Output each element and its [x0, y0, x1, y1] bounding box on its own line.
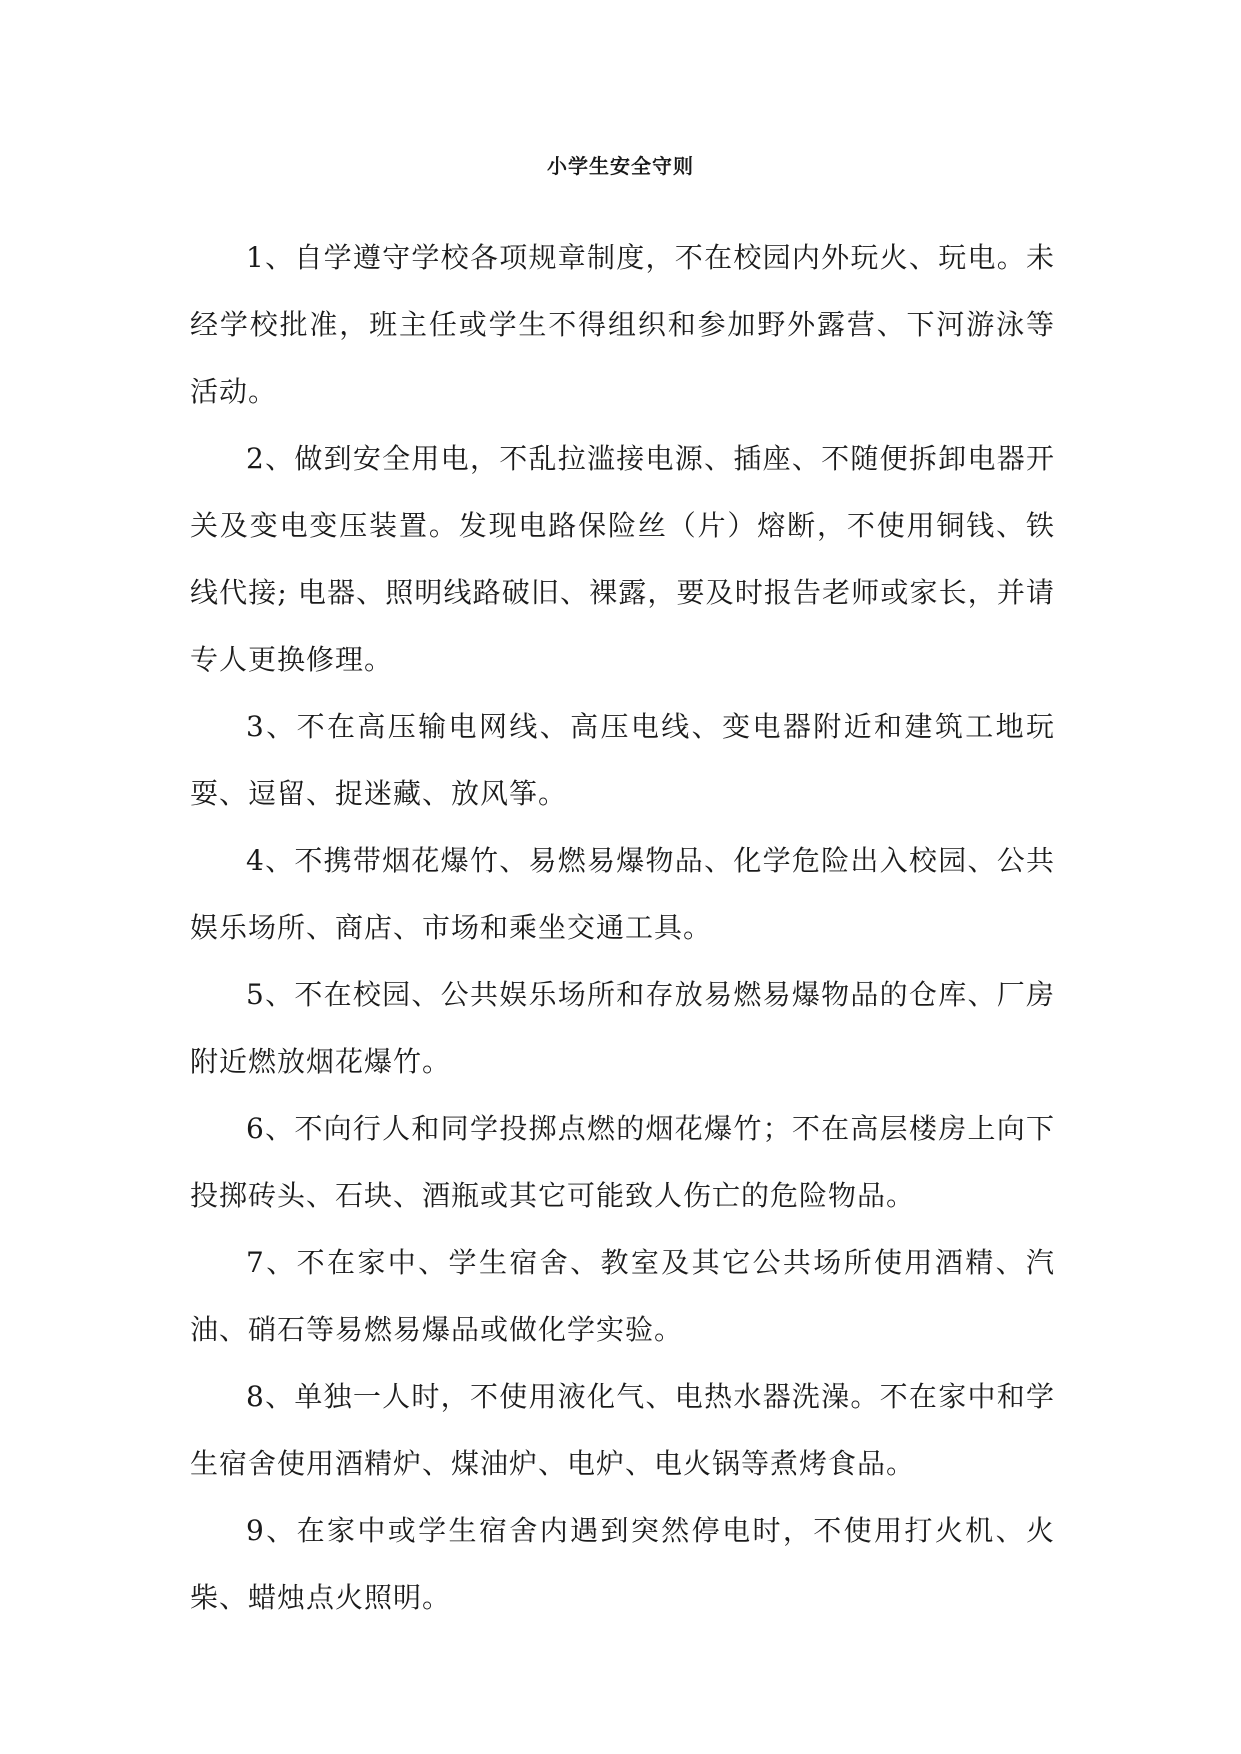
rule-paragraph: 8、单独一人时，不使用液化气、电热水器洗澡。不在家中和学生宿舍使用酒精炉、煤油炉、电炉、电火锅等煮烤食品。 [190, 1380, 1055, 1480]
rule-paragraph: 3、不在高压输电网线、高压电线、变电器附近和建筑工地玩耍、逗留、捉迷藏、放风筝。 [190, 710, 1055, 810]
rule-paragraph: 9、在家中或学生宿舍内遇到突然停电时，不使用打火机、火柴、蜡烛点火照明。 [190, 1514, 1055, 1614]
rule-paragraph: 1、自学遵守学校各项规章制度，不在校园内外玩火、玩电。未经学校批准，班主任或学生不得组织和参加野外露营、下河游泳等活动。 [190, 241, 1055, 408]
rule-paragraph: 2、做到安全用电，不乱拉滥接电源、插座、不随便拆卸电器开关及变电变压装置。发现电路保险丝（片）熔断，不使用铜钱、铁线代接; 电器、照明线路破旧、裸露，要及时报告老师或家长，并请专人更换修理。 [190, 442, 1055, 676]
rule-paragraph: 5、不在校园、公共娱乐场所和存放易燃易爆物品的仓库、厂房附近燃放烟花爆竹。 [190, 978, 1055, 1078]
document-title: 小学生安全守则 [547, 154, 694, 178]
rules-list [190, 224, 1055, 1631]
rule-paragraph: 6、不向行人和同学投掷点燃的烟花爆竹；不在高层楼房上向下投掷砖头、石块、酒瓶或其它可能致人伤亡的危险物品。 [190, 1112, 1055, 1212]
rule-paragraph: 4、不携带烟花爆竹、易燃易爆物品、化学危险出入校园、公共娱乐场所、商店、市场和乘坐交通工具。 [190, 844, 1055, 944]
rule-paragraph: 7、不在家中、学生宿舍、教室及其它公共场所使用酒精、汽油、硝石等易燃易爆品或做化学实验。 [190, 1246, 1055, 1346]
